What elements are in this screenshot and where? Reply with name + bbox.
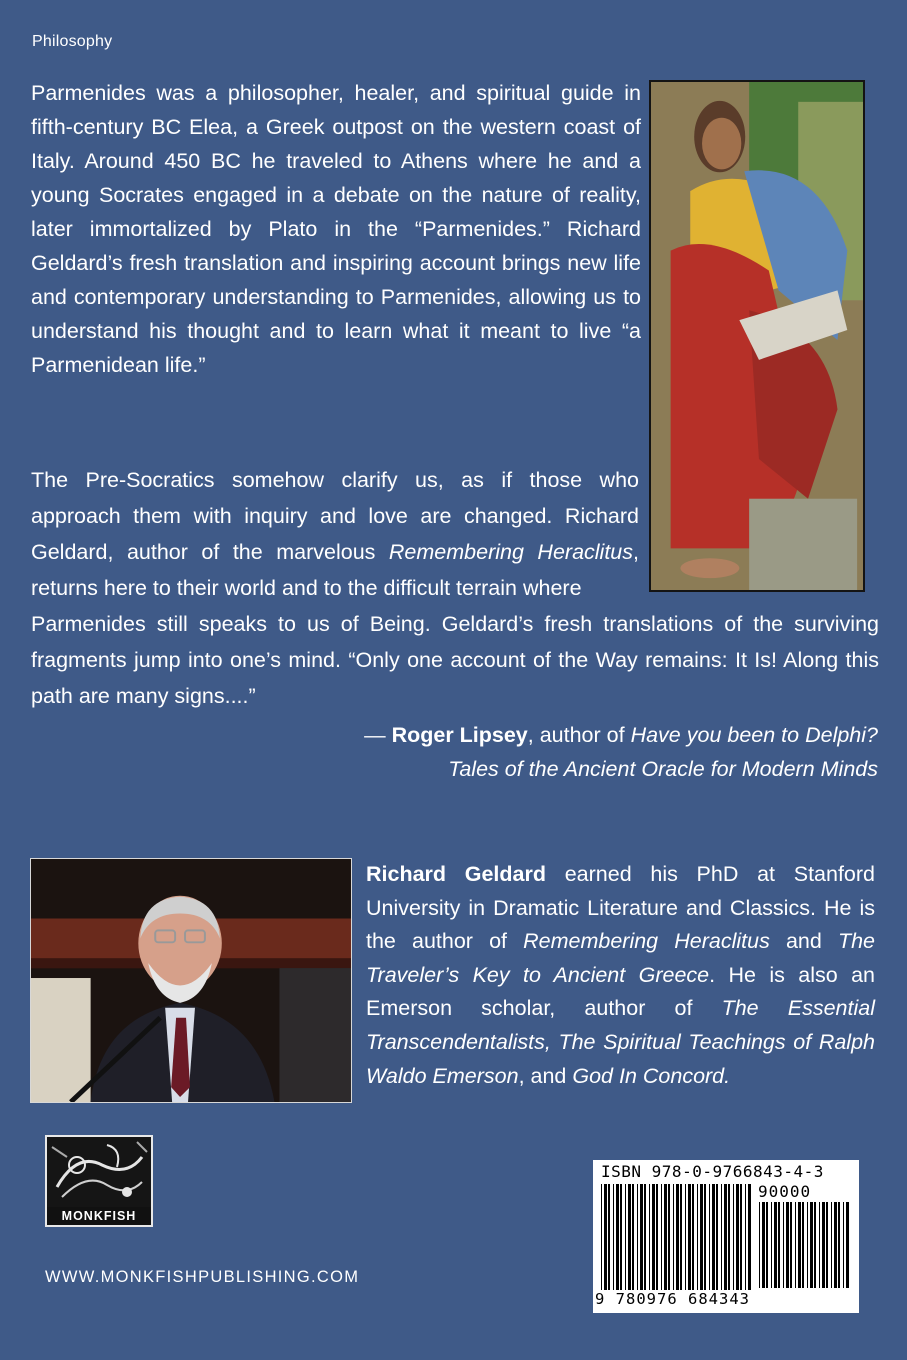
review-quote-part-2: Parmenides still speaks to us of Being. Geldard’s fresh translations of the surviving fragments jump into one’s mind. “Only one account of the Way remains: It Is! Along this path are many signs....” (31, 612, 879, 708)
attribution-text: , author of (527, 723, 625, 747)
barcode-bar (640, 1184, 643, 1290)
isbn-number: ISBN 978-0-9766843-4-3 (601, 1162, 824, 1181)
barcode-bar (733, 1184, 734, 1290)
barcode-bar (656, 1184, 658, 1290)
barcode-bar (644, 1184, 646, 1290)
publisher-logo (45, 1135, 153, 1227)
author-photo (30, 858, 352, 1103)
barcode-bar (736, 1184, 739, 1290)
barcode-bar (778, 1202, 780, 1288)
barcode-bar (632, 1184, 634, 1290)
bio-text-1: earned his PhD at Stanford University in Dramatic Literature and Classics. He is the author of (366, 862, 875, 954)
barcode-bar (748, 1184, 751, 1290)
publisher-website: WWW.MONKFISHPUBLISHING.COM (45, 1268, 360, 1286)
barcode-bar (664, 1184, 667, 1290)
review-text-2: , returns here to their world and to the difficult terrain where (31, 540, 639, 600)
barcode-bar (802, 1202, 804, 1288)
bio-book-2: The Traveler’s Key to Ancient Greece (366, 929, 875, 987)
barcode-bar (831, 1202, 832, 1288)
barcode-bar (697, 1184, 698, 1290)
barcode-bar (774, 1202, 777, 1288)
barcode-bar (673, 1184, 674, 1290)
barcode-bar (668, 1184, 670, 1290)
barcode-bar (661, 1184, 662, 1290)
book-description: Parmenides was a philosopher, healer, and spiritual guide in fifth-century BC Elea, a Greek outpost on the western coast of Italy. Around 450 BC he traveled to Athens where he and a young Socrates engaged in a debate on the nature of reality, later immortalized by Plato in the “Parmenides.” Richard Geldard’s fresh translation and inspiring account brings new life and contemporary understanding to Parmenides, allowing us to understand his thought and to learn what it meant to live “a Parmenidean life.” (31, 81, 641, 377)
barcode-bar (692, 1184, 694, 1290)
barcode-bar (846, 1202, 849, 1288)
barcode-bar (771, 1202, 772, 1288)
cover-painting-image (649, 80, 865, 592)
barcode-bar (759, 1202, 760, 1288)
bio-text-2: and (769, 929, 838, 954)
barcode-bar (616, 1184, 619, 1290)
barcode-bar (807, 1202, 808, 1288)
barcode-bar (608, 1184, 610, 1290)
barcode-bar (819, 1202, 820, 1288)
review-text-1: The Pre-Socratics somehow clarify us, as if those who approach them with inquiry and love are changed. Richard Geldard, author of the marvelous (31, 468, 639, 564)
author-bio (366, 858, 875, 1093)
bio-text-3: . He is also an Emerson scholar, author of (366, 962, 875, 1021)
barcode-bar (716, 1184, 718, 1290)
review-attribution (258, 718, 878, 786)
reviewer-name: Roger Lipsey (391, 723, 528, 747)
barcode-bar (680, 1184, 682, 1290)
ean-number: 9 780976 684343 (595, 1290, 750, 1308)
attribution-dash: — (364, 723, 386, 747)
barcode-bar (604, 1184, 607, 1290)
barcode-bar (712, 1184, 715, 1290)
barcode-bar (798, 1202, 801, 1288)
barcode-bar (822, 1202, 825, 1288)
bio-author-name: Richard Geldard (366, 862, 546, 886)
publisher-logo-text: MONKFISH (61, 1209, 137, 1223)
reviewer-book-title-2: Tales of the Ancient Oracle for Modern Minds (448, 757, 878, 781)
barcode-bar (838, 1202, 840, 1288)
barcode-bar (783, 1202, 784, 1288)
barcode-bar (700, 1184, 703, 1290)
category-label: Philosophy (32, 33, 113, 50)
author-photo-illustration (31, 859, 351, 1102)
barcode-bar (721, 1184, 722, 1290)
price-code: 90000 (758, 1182, 812, 1201)
barcode-bar (628, 1184, 631, 1290)
barcode-bar (762, 1202, 765, 1288)
barcode-bar (745, 1184, 746, 1290)
barcode-bar (704, 1184, 706, 1290)
reviewer-book-title-1: Have you been to Delphi? (630, 723, 878, 747)
barcode-bar (601, 1184, 602, 1290)
barcode-bar (795, 1202, 796, 1288)
barcode-bar (688, 1184, 691, 1290)
bio-book-3: The Essential Transcendentalists, The Spiritual Teachings of Ralph Waldo Emerson (366, 996, 876, 1088)
barcode-bar (810, 1202, 813, 1288)
painting-illustration (651, 82, 863, 590)
barcode-bar (649, 1184, 650, 1290)
barcode-bar (834, 1202, 837, 1288)
isbn-barcode (593, 1160, 859, 1313)
barcode-bars (601, 1184, 751, 1290)
monkfish-logo-icon (47, 1137, 151, 1207)
barcode-bar (685, 1184, 686, 1290)
barcode-bar (709, 1184, 710, 1290)
barcode-bar (740, 1184, 742, 1290)
review-book-title: Remembering Heraclitus (388, 540, 634, 564)
barcode-bar (826, 1202, 828, 1288)
barcode-bar (625, 1184, 626, 1290)
review-quote-part-1 (31, 462, 639, 606)
barcode-bar (766, 1202, 768, 1288)
barcode-bar (728, 1184, 730, 1290)
bio-book-1: Remembering Heraclitus (523, 929, 770, 954)
barcode-bar (814, 1202, 816, 1288)
barcode-bar (652, 1184, 655, 1290)
barcode-bar (637, 1184, 638, 1290)
barcode-bar (724, 1184, 727, 1290)
barcode-bar (786, 1202, 789, 1288)
barcode-bar (843, 1202, 844, 1288)
price-barcode-bars (759, 1202, 849, 1288)
barcode-bar (613, 1184, 614, 1290)
bio-text-4: , and (518, 1063, 573, 1088)
barcode-bar (790, 1202, 792, 1288)
bio-book-4: God In Concord. (572, 1063, 731, 1088)
barcode-bar (620, 1184, 622, 1290)
barcode-bar (676, 1184, 679, 1290)
